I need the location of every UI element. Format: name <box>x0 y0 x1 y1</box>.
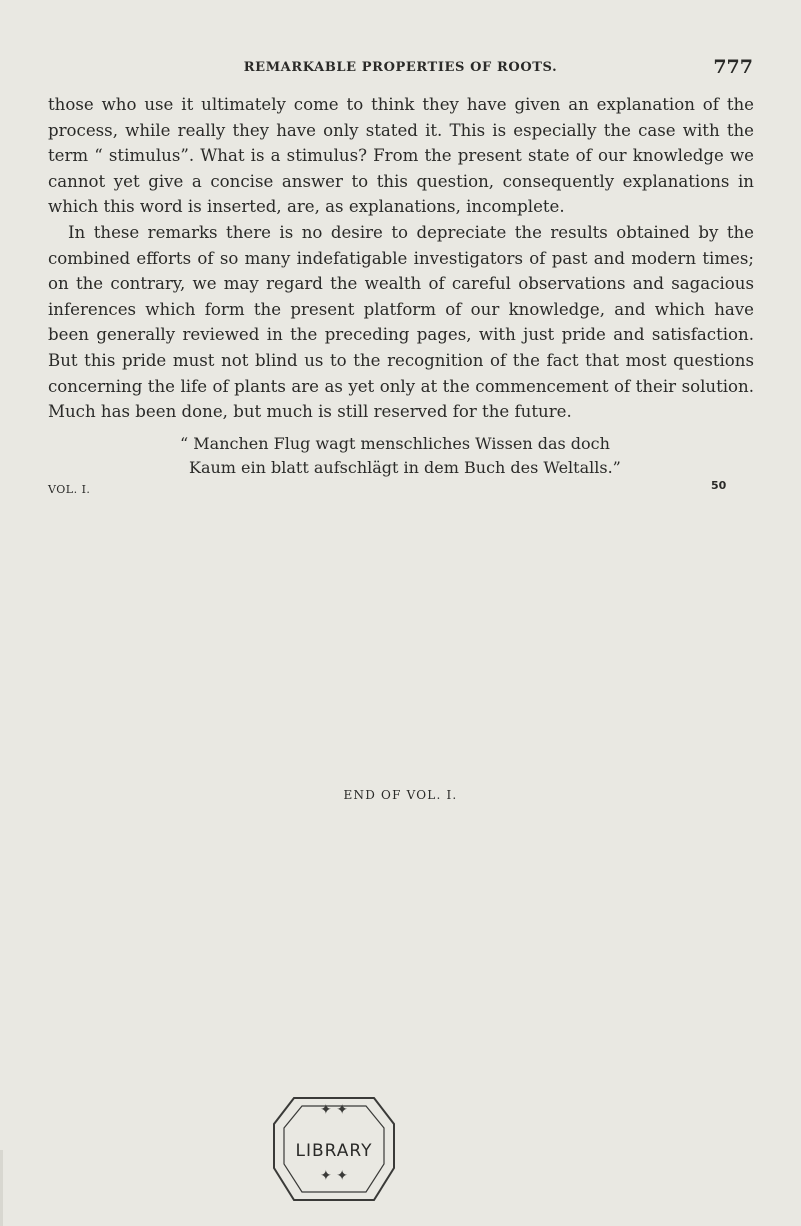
svg-text:✦ ✦: ✦ ✦ <box>320 1102 348 1118</box>
sheet-signature: 50 <box>711 479 727 492</box>
paragraph: In these remarks there is no desire to depreciate the results obtained by the combined efforts of so many indefatigable investigators of past and modern times; on the contrary, we may regard the wealth of careful observations and sagacious inferences which form the present platform of our knowledge, and which have been generally reviewed in the preceding pages, with just pride and satisfaction. But this pride must not blind us to the recognition of the fact that most questions concerning the life of plants are as yet only at the commencement of their solution. Much has been done, but much is still reserved for the future. <box>48 222 754 422</box>
quote-line-2: Kaum ein blatt aufschlägt in dem Buch des Weltalls.” <box>189 458 621 477</box>
volume-signature: VOL. I. <box>48 483 91 496</box>
svg-text:✦ ✦: ✦ ✦ <box>320 1168 348 1184</box>
german-quote <box>180 432 640 480</box>
library-stamp-icon <box>266 1080 402 1210</box>
running-header <box>48 56 753 82</box>
paragraph: those who use it ultimately come to think they have given an explanation of the process, while really they have only stated it. This is especially the case with the term “ stimulus”. What is a stimulus? From the present state of our knowledge we cannot yet give a concise answer to this question, consequently explanations in which this word is inserted, are, as explanations, incomplete. <box>48 95 754 217</box>
quote-line-1: “ Manchen Flug wagt menschliches Wissen das doch <box>180 434 610 453</box>
end-of-volume: END OF VOL. I. <box>343 788 458 802</box>
page-number: 777 <box>713 56 753 78</box>
page-edge <box>0 1150 3 1226</box>
body-text <box>48 92 754 425</box>
running-title: REMARKABLE PROPERTIES OF ROOTS. <box>243 60 558 75</box>
stamp-label: LIBRARY <box>295 1141 373 1161</box>
